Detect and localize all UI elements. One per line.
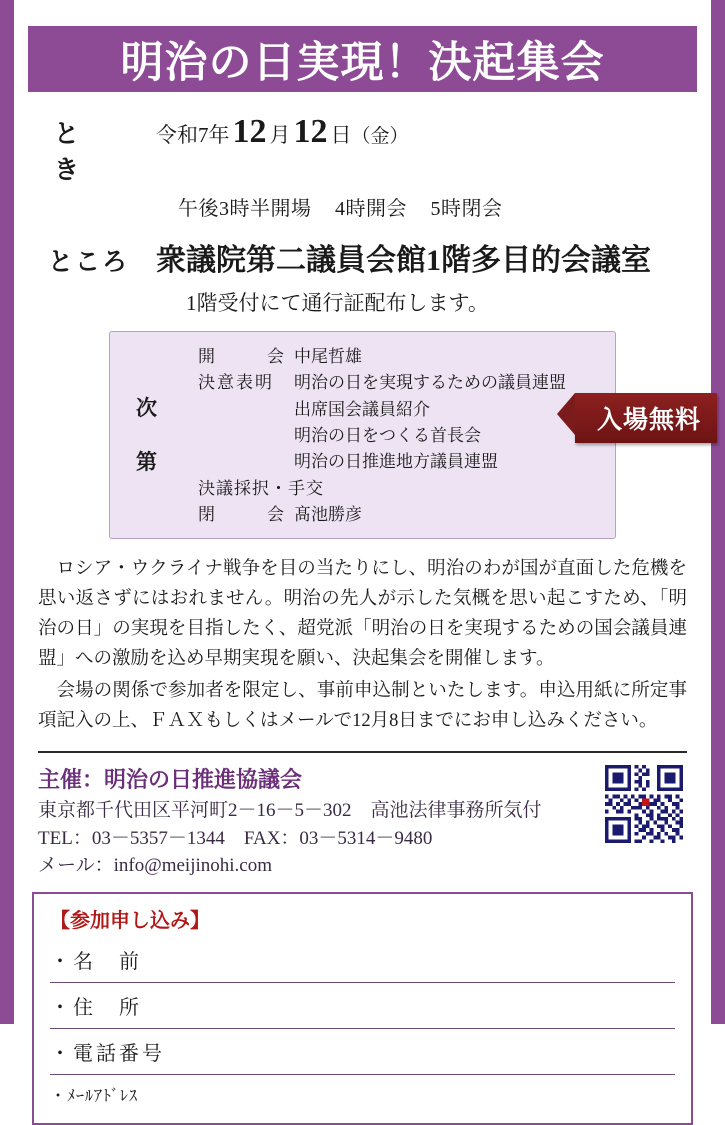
program-item (198, 397, 566, 423)
program-item (198, 370, 566, 396)
phone-input[interactable] (165, 1029, 675, 1074)
organizer-title: 主催：明治の日推進協議会 (38, 767, 303, 793)
form-label-email: ・ﾒｰﾙｱﾄﾞﾚｽ (50, 1088, 139, 1106)
weekday: （金） (351, 126, 409, 147)
date-row (36, 114, 689, 186)
decorative-right-bar (711, 0, 725, 1024)
program-label-top: 次 (136, 396, 157, 420)
program-item-value: 明治の日推進地方議員連盟 (294, 452, 498, 472)
program-item-name: 閉 会 (198, 505, 290, 525)
form-row-email[interactable] (50, 1075, 675, 1115)
program-item-value: 出席国会議員紹介 (294, 399, 430, 419)
title-banner (28, 26, 697, 92)
form-row-name[interactable] (50, 937, 675, 983)
program-item (198, 476, 566, 502)
body-paragraph-2: 会場の関係で参加者を限定し、事前申込制といたします。申込用紙に所定事項記入の上、ＦＡＸもしくはメールで12月8日までにお申し込みください。 (38, 681, 687, 732)
page-title: 明治の日実現！決起集会 (120, 39, 605, 87)
organizer-tel-fax: TEL：03－5357－1344 FAX：03－5314－9480 (38, 827, 433, 849)
body-paragraph-1: ロシア・ウクライナ戦争を目の当たりにし、明治のわが国が直面した危機を思い返さずにはおれません。明治の先人が示した気概を思い起こすため、「明治の日」の実現を目指したく、超党派「明治の日を実現するための国会議員連盟」への激励を込め早期実現を願い、決起集会を開催します。 (38, 559, 687, 670)
program-item-name: 開 会 (198, 347, 290, 366)
flyer-page (14, 0, 711, 1106)
organizer-block (38, 751, 687, 880)
name-input[interactable] (142, 937, 675, 982)
organizer-address: 東京都千代田区平河町2－16－5－302 高池法律事務所気付 (38, 800, 542, 822)
program-items (198, 344, 566, 528)
venue-row (36, 235, 689, 279)
venue-label: ところ (48, 249, 130, 276)
form-row-phone[interactable] (50, 1029, 675, 1075)
program-item (198, 344, 566, 370)
schedule-times (36, 192, 689, 221)
program-label (110, 344, 198, 528)
month-number: 12 (232, 113, 267, 150)
program-item-value: 髙池勝彦 (294, 505, 362, 525)
time-start: 4時開会 (335, 198, 407, 220)
date-value (156, 115, 409, 149)
program-item-value: 明治の日を実現するための議員連盟 (294, 373, 566, 393)
program-box (109, 331, 616, 539)
event-info (14, 114, 711, 317)
day-unit: 日 (330, 123, 352, 147)
qr-code (601, 761, 687, 847)
venue-note: 1階受付にて通行証配布します。 (186, 291, 489, 315)
program-item-name: 決議採択・手交 (198, 478, 324, 498)
date-label: と き (54, 121, 125, 184)
organizer-mail: メール：info@meijinohi.com (38, 855, 273, 877)
address-input[interactable] (142, 983, 675, 1028)
program-item (198, 423, 566, 449)
form-row-address[interactable] (50, 983, 675, 1029)
decorative-left-bar (0, 0, 14, 1024)
form-label-phone: ・電話番号 (50, 1042, 165, 1065)
program-label-bottom: 第 (136, 450, 157, 474)
program-section (14, 331, 711, 539)
qr-code-icon (605, 765, 683, 843)
day-number: 12 (293, 113, 328, 150)
time-open-door: 午後3時半開場 (178, 198, 312, 220)
program-item-name: 決意表明 (198, 373, 274, 393)
body-text (38, 555, 687, 737)
program-item (198, 449, 566, 475)
era-year: 令和7年 (156, 123, 230, 147)
venue-name: 衆議院第二議員会館1階多目的会議室 (156, 244, 651, 277)
form-label-name: ・名 前 (50, 950, 142, 973)
free-admission-ribbon: 入場無料 (575, 393, 717, 443)
program-item (198, 502, 566, 528)
application-form (32, 892, 693, 1125)
program-item-value: 中尾哲雄 (294, 347, 362, 366)
email-input[interactable] (138, 1075, 675, 1115)
program-item-value: 明治の日をつくる首長会 (294, 426, 481, 446)
form-label-address: ・住 所 (50, 996, 142, 1019)
time-end: 5時閉会 (430, 198, 503, 220)
form-title: 【参加申し込み】 (50, 909, 210, 932)
month-unit: 月 (269, 123, 291, 147)
